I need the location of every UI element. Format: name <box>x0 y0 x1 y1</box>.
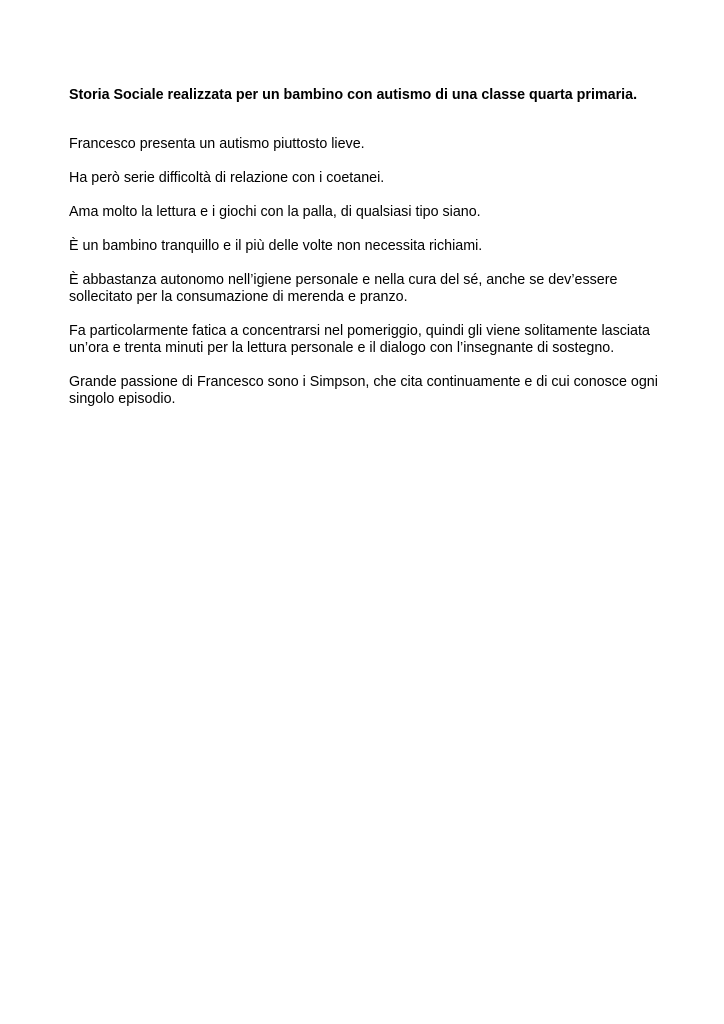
paragraph-autonomy: È abbastanza autonomo nell’igiene personale e nella cura del sé, anche se dev’essere sollecitato per la consumazione di merenda e pranzo. <box>69 272 618 305</box>
paragraph-afternoon: Fa particolarmente fatica a concentrarsi nel pomeriggio, quindi gli viene solitamente lasciata un’ora e trenta minuti per la lettura personale e il dialogo con l’insegnante di sostegno. <box>69 323 650 356</box>
document-title: Storia Sociale realizzata per un bambino con autismo di una classe quarta primaria. <box>69 87 638 103</box>
document-body <box>69 87 659 425</box>
paragraph-simpson: Grande passione di Francesco sono i Simpson, che cita continuamente e di cui conosce ogni singolo episodio. <box>69 374 658 407</box>
paragraph-relationships: Ha però serie difficoltà di relazione con i coetanei. <box>69 170 385 186</box>
paragraph-behavior: È un bambino tranquillo e il più delle volte non necessita richiami. <box>69 238 483 254</box>
paragraph-autism-level: Francesco presenta un autismo piuttosto lieve. <box>69 136 365 152</box>
paragraph-interests: Ama molto la lettura e i giochi con la palla, di qualsiasi tipo siano. <box>69 204 481 220</box>
